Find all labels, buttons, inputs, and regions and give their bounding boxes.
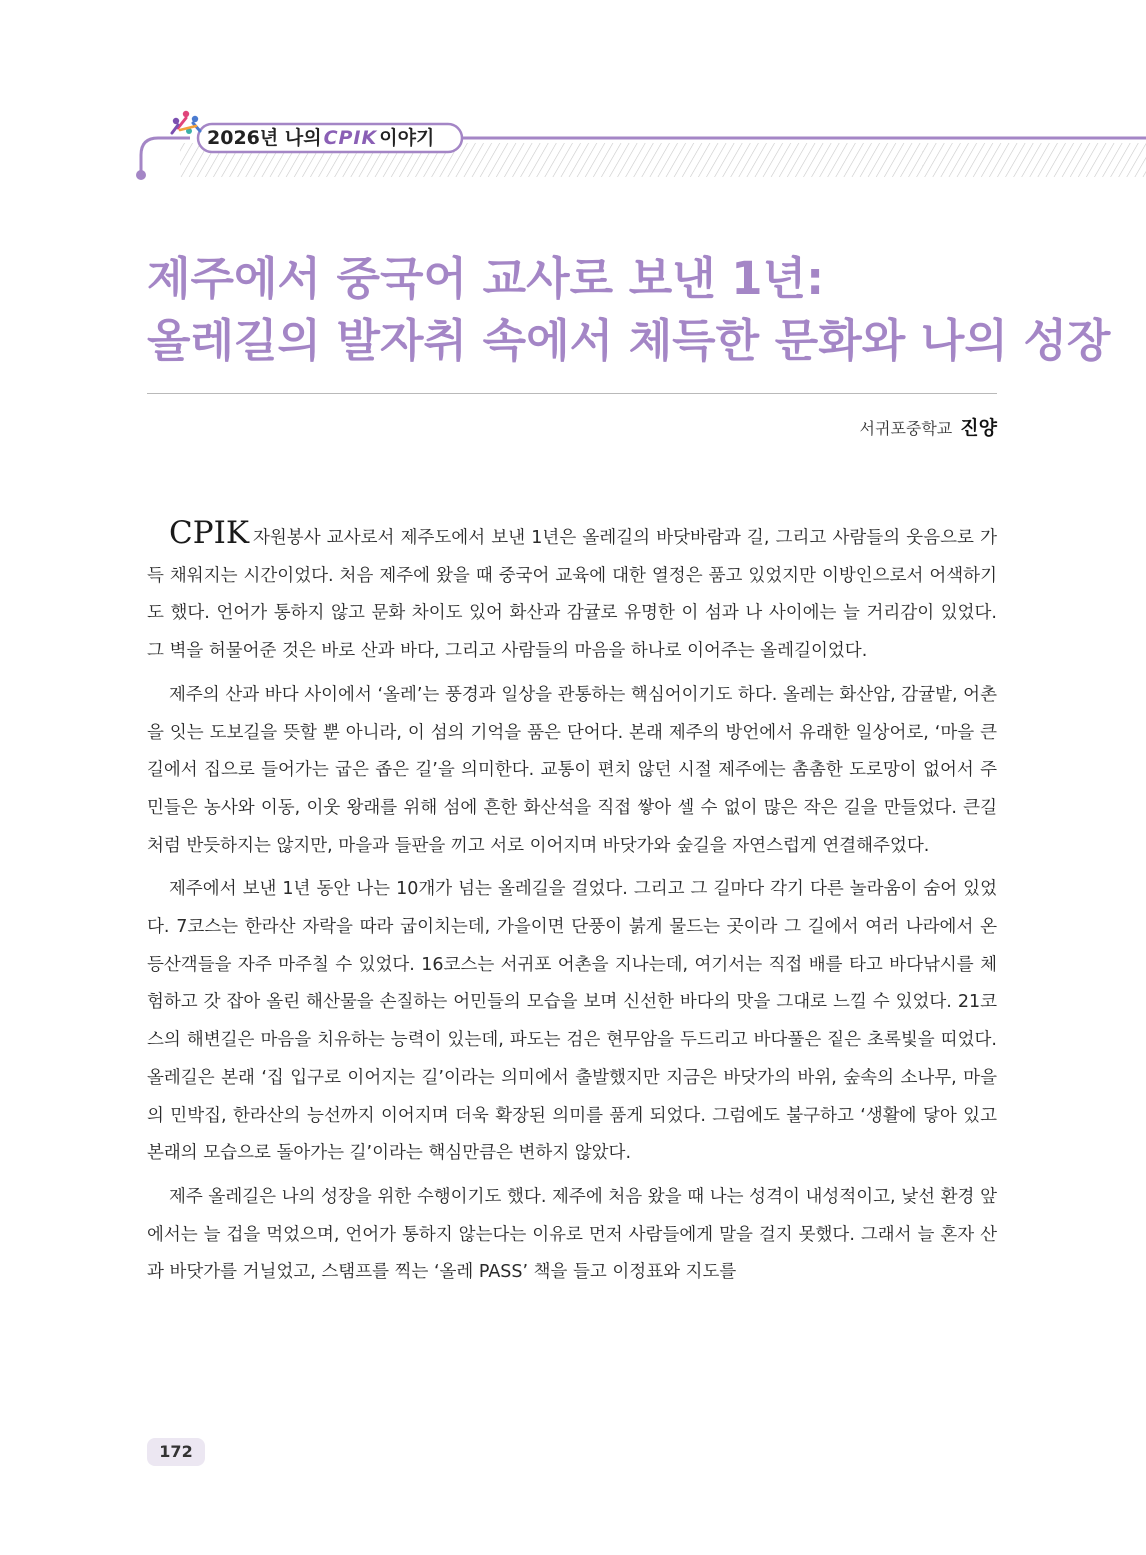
page-title	[147, 248, 1111, 372]
banner-suffix: 이야기	[379, 127, 435, 149]
paragraph-3: 제주에서 보낸 1년 동안 나는 10개가 넘는 올레길을 걸었다. 그리고 그 길마다 각기 다른 놀라움이 숨어 있었다. 7코스는 한라산 자락을 따라 굽이치는데, 가을이면 단풍이 붉게 물드는 곳이라 그 길에서 여러 나라에서 온 등산객들을 자주 마주칠 수 있었다. 16코스는 서귀포 어촌을 지나는데, 여기서는 직접 배를 타고 바다낚시를 체험하고 갓 잡아 올린 해산물을 손질하는 어민들의 모습을 보며 신선한 바다의 맛을 그대로 느낄 수 있었다. 21코스의 해변길은 마음을 치유하는 능력이 있는데, 파도는 검은 현무암을 두드리고 바다풀은 짙은 초록빛을 띠었다. 올레길은 본래 ‘집 입구로 이어지는 길’이라는 의미에서 출발했지만 지금은 바닷가의 바위, 숲속의 소나무, 마을의 민박집, 한라산의 능선까지 이어지며 더욱 확장된 의미를 품게 되었다. 그럼에도 불구하고 ‘생활에 닿아 있고 본래의 모습으로 돌아가는 길’이라는 핵심만큼은 변하지 않았다.	[147, 879, 997, 1164]
header-banner	[0, 0, 1146, 200]
banner-brand: CPIK	[323, 127, 378, 149]
series-banner	[207, 124, 434, 152]
banner-prefix: 2026년 나의	[207, 127, 322, 149]
author-name: 진양	[960, 417, 997, 439]
title-line-1: 제주에서 중국어 교사로 보낸 1년:	[147, 252, 825, 305]
author-school: 서귀포중학교	[859, 419, 953, 438]
title-line-2: 올레길의 발자취 속에서 체득한 문화와 나의 성장	[147, 314, 1111, 367]
page-number: 172	[147, 1438, 205, 1466]
people-circle-icon	[172, 111, 200, 134]
title-divider	[147, 393, 997, 394]
paragraph-1	[147, 515, 997, 671]
article-body	[147, 515, 997, 1298]
paragraph-1-text: 자원봉사 교사로서 제주도에서 보낸 1년은 올레길의 바닷바람과 길, 그리고 사람들의 웃음으로 가득 채워지는 시간이었다. 처음 제주에 왔을 때 중국어 교육에 대한 열정은 품고 있었지만 이방인으로서 어색하기도 했다. 언어가 통하지 않고 문화 차이도 있어 화산과 감귤로 유명한 이 섬과 나 사이에는 늘 거리감이 있었다. 그 벽을 허물어준 것은 바로 산과 바다, 그리고 사람들의 마음을 하나로 이어주는 올레길이었다.	[147, 528, 997, 662]
byline	[860, 413, 997, 440]
dropcap-word: CPIK	[169, 515, 249, 551]
paragraph-4: 제주 올레길은 나의 성장을 위한 수행이기도 했다. 제주에 처음 왔을 때 나는 성격이 내성적이고, 낯선 환경 앞에서는 늘 겁을 먹었으며, 언어가 통하지 않는다는 이유로 먼저 사람들에게 말을 걸지 못했다. 그래서 늘 혼자 산과 바닷가를 거닐었고, 스탬프를 찍는 ‘올레 PASS’ 책을 들고 이정표와 지도를	[147, 1186, 997, 1283]
paragraph-2: 제주의 산과 바다 사이에서 ‘올레’는 풍경과 일상을 관통하는 핵심어이기도 하다. 올레는 화산암, 감귤밭, 어촌을 잇는 도보길을 뜻할 뿐 아니라, 이 섬의 기억을 품은 단어다. 본래 제주의 방언에서 유래한 일상어로, ‘마을 큰길에서 집으로 들어가는 굽은 좁은 길’을 의미한다. 교통이 편치 않던 시절 제주에는 촘촘한 도로망이 없어서 주민들은 농사와 이동, 이웃 왕래를 위해 섬에 흔한 화산석을 직접 쌓아 셀 수 없이 많은 작은 길을 만들었다. 큰길처럼 반듯하지는 않지만, 마을과 들판을 끼고 서로 이어지며 바닷가와 숲길을 자연스럽게 연결해주었다.	[147, 684, 997, 856]
